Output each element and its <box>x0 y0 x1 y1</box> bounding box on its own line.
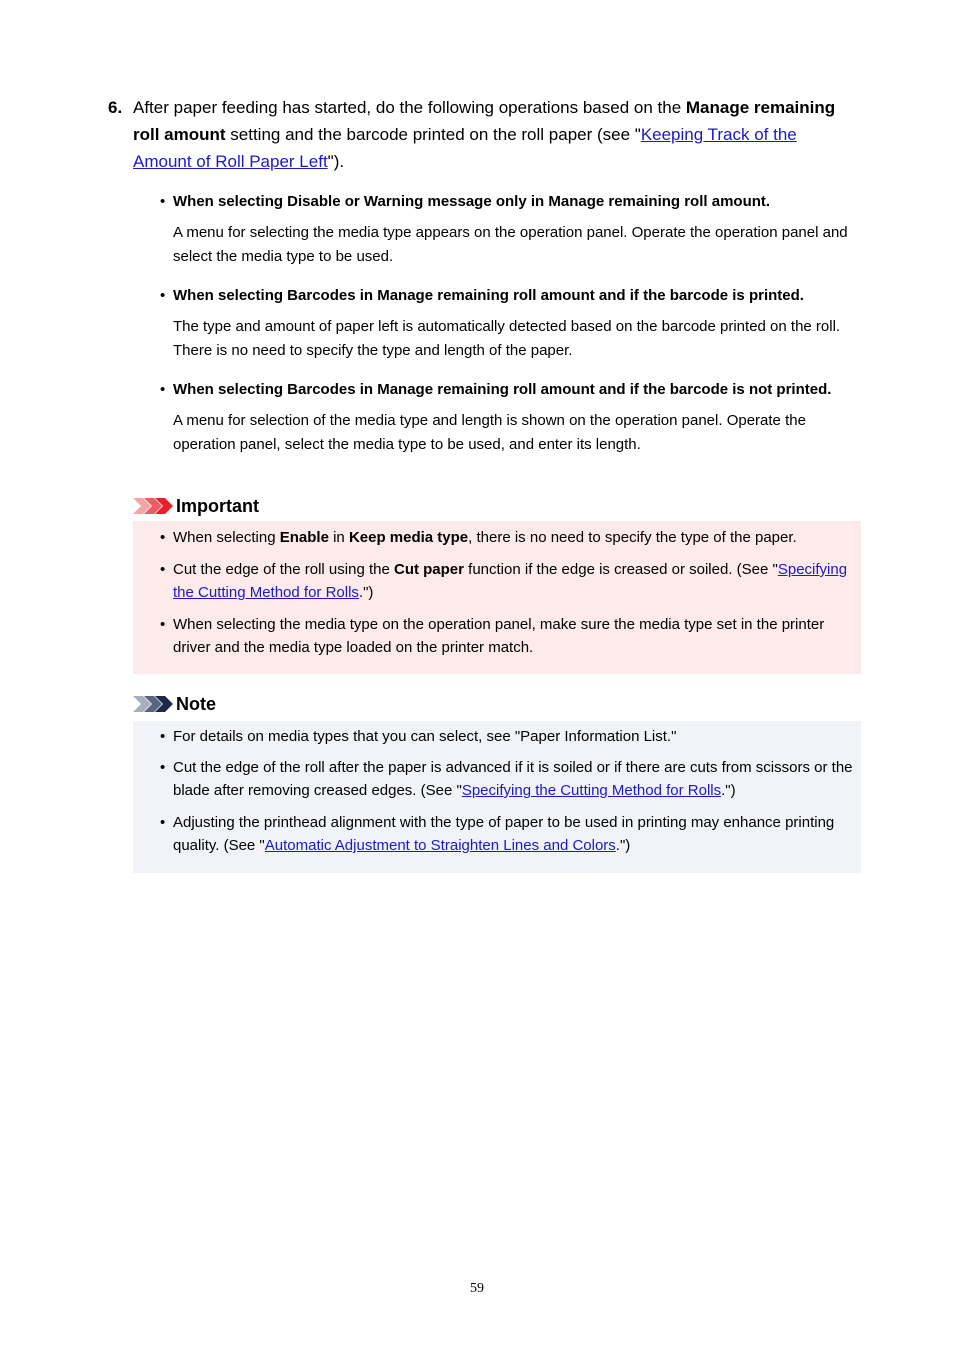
note-item <box>160 725 860 748</box>
bullet: • <box>160 814 166 831</box>
important-item <box>160 558 860 604</box>
text-part: , there is no need to specify the type of the paper. <box>468 529 797 546</box>
text-part: .") <box>615 837 631 854</box>
bullet: • <box>160 616 166 633</box>
bold-term: Keep media type <box>348 529 469 546</box>
important-item <box>160 526 860 549</box>
text-part: .") <box>358 584 374 601</box>
sub-item-body: A menu for selecting the media type appears on the operation panel. Operate the operation panel and select the media type to be used. <box>173 224 848 265</box>
sub-item <box>160 284 860 363</box>
auto-adjustment-link[interactable]: Automatic Adjustment to Straighten Lines and Colors <box>264 837 616 854</box>
important-title: Important <box>176 495 259 516</box>
sub-item-heading: When selecting Barcodes in Manage remaining roll amount and if the barcode is printed. <box>173 287 804 304</box>
text-part: .") <box>721 782 736 799</box>
sub-item <box>160 378 860 457</box>
page-number: 59 <box>470 1281 484 1296</box>
text-part: function if the edge is creased or soiled. (See " <box>464 561 778 578</box>
important-item-text: When selecting the media type on the operation panel, make sure the media type set in the printer driver and the media type loaded on the printer match. <box>173 616 825 656</box>
step-text-part: setting and the barcode printed on the roll paper (see " <box>225 125 641 144</box>
note-header <box>133 693 216 715</box>
sub-item-body: The type and amount of paper left is automatically detected based on the barcode printed on the roll. There is no need to specify the type and length of the paper. <box>173 318 841 359</box>
important-box <box>133 521 861 674</box>
step-text-part: "). <box>327 152 345 171</box>
bullet: • <box>160 561 166 578</box>
note-arrows-icon <box>133 696 173 712</box>
note-box <box>133 721 861 873</box>
sub-item <box>160 190 860 269</box>
text-part: in <box>328 529 349 546</box>
important-arrows-icon <box>133 498 173 514</box>
text-part: Adjusting the printhead alignment with the type of paper to be used in printing may enhance printing quality. (See " <box>173 814 835 854</box>
note-item-text: For details on media types that you can select, see "Paper Information List." <box>173 728 677 745</box>
cutting-method-link[interactable]: Specifying the Cutting Method for Rolls <box>173 561 848 601</box>
text-part: When selecting <box>173 529 280 546</box>
note-item-text <box>173 811 860 857</box>
step-6 <box>108 94 838 175</box>
bullet: • <box>160 529 166 546</box>
bullet: • <box>160 728 166 745</box>
bullet: • <box>160 193 166 210</box>
sub-item-heading: When selecting Barcodes in Manage remaining roll amount and if the barcode is not printed. <box>173 381 832 398</box>
cutting-method-link[interactable]: Specifying the Cutting Method for Rolls <box>461 782 722 799</box>
important-header <box>133 495 259 517</box>
step-text-part: After paper feeding has started, do the following operations based on the <box>133 98 686 117</box>
keeping-track-link[interactable]: Keeping Track of the Amount of Roll Paper Left <box>133 125 797 171</box>
bullet: • <box>160 381 166 398</box>
important-item <box>160 613 860 659</box>
text-part: Cut the edge of the roll using the <box>173 561 394 578</box>
step-text <box>133 94 838 175</box>
note-title: Note <box>176 693 216 714</box>
important-item-text <box>173 526 860 549</box>
step-bold-setting: Manage remaining roll amount <box>133 98 836 144</box>
sub-item-heading: When selecting Disable or Warning message only in Manage remaining roll amount. <box>173 193 771 210</box>
note-item <box>160 756 860 802</box>
bold-term: Enable <box>279 529 329 546</box>
important-item-text <box>173 558 860 604</box>
sub-item-body: A menu for selection of the media type and length is shown on the operation panel. Operate the operation panel, select the media type to be used, and enter its length. <box>173 412 806 453</box>
note-item-text <box>173 756 860 802</box>
bullet: • <box>160 759 166 776</box>
text-part: Cut the edge of the roll after the paper is advanced if it is soiled or if there are cuts from scissors or the blade after removing creased edges. (See " <box>173 759 853 799</box>
bullet: • <box>160 287 166 304</box>
step-number: 6. <box>108 98 123 117</box>
note-item <box>160 811 860 857</box>
bold-term: Cut paper <box>393 561 464 578</box>
